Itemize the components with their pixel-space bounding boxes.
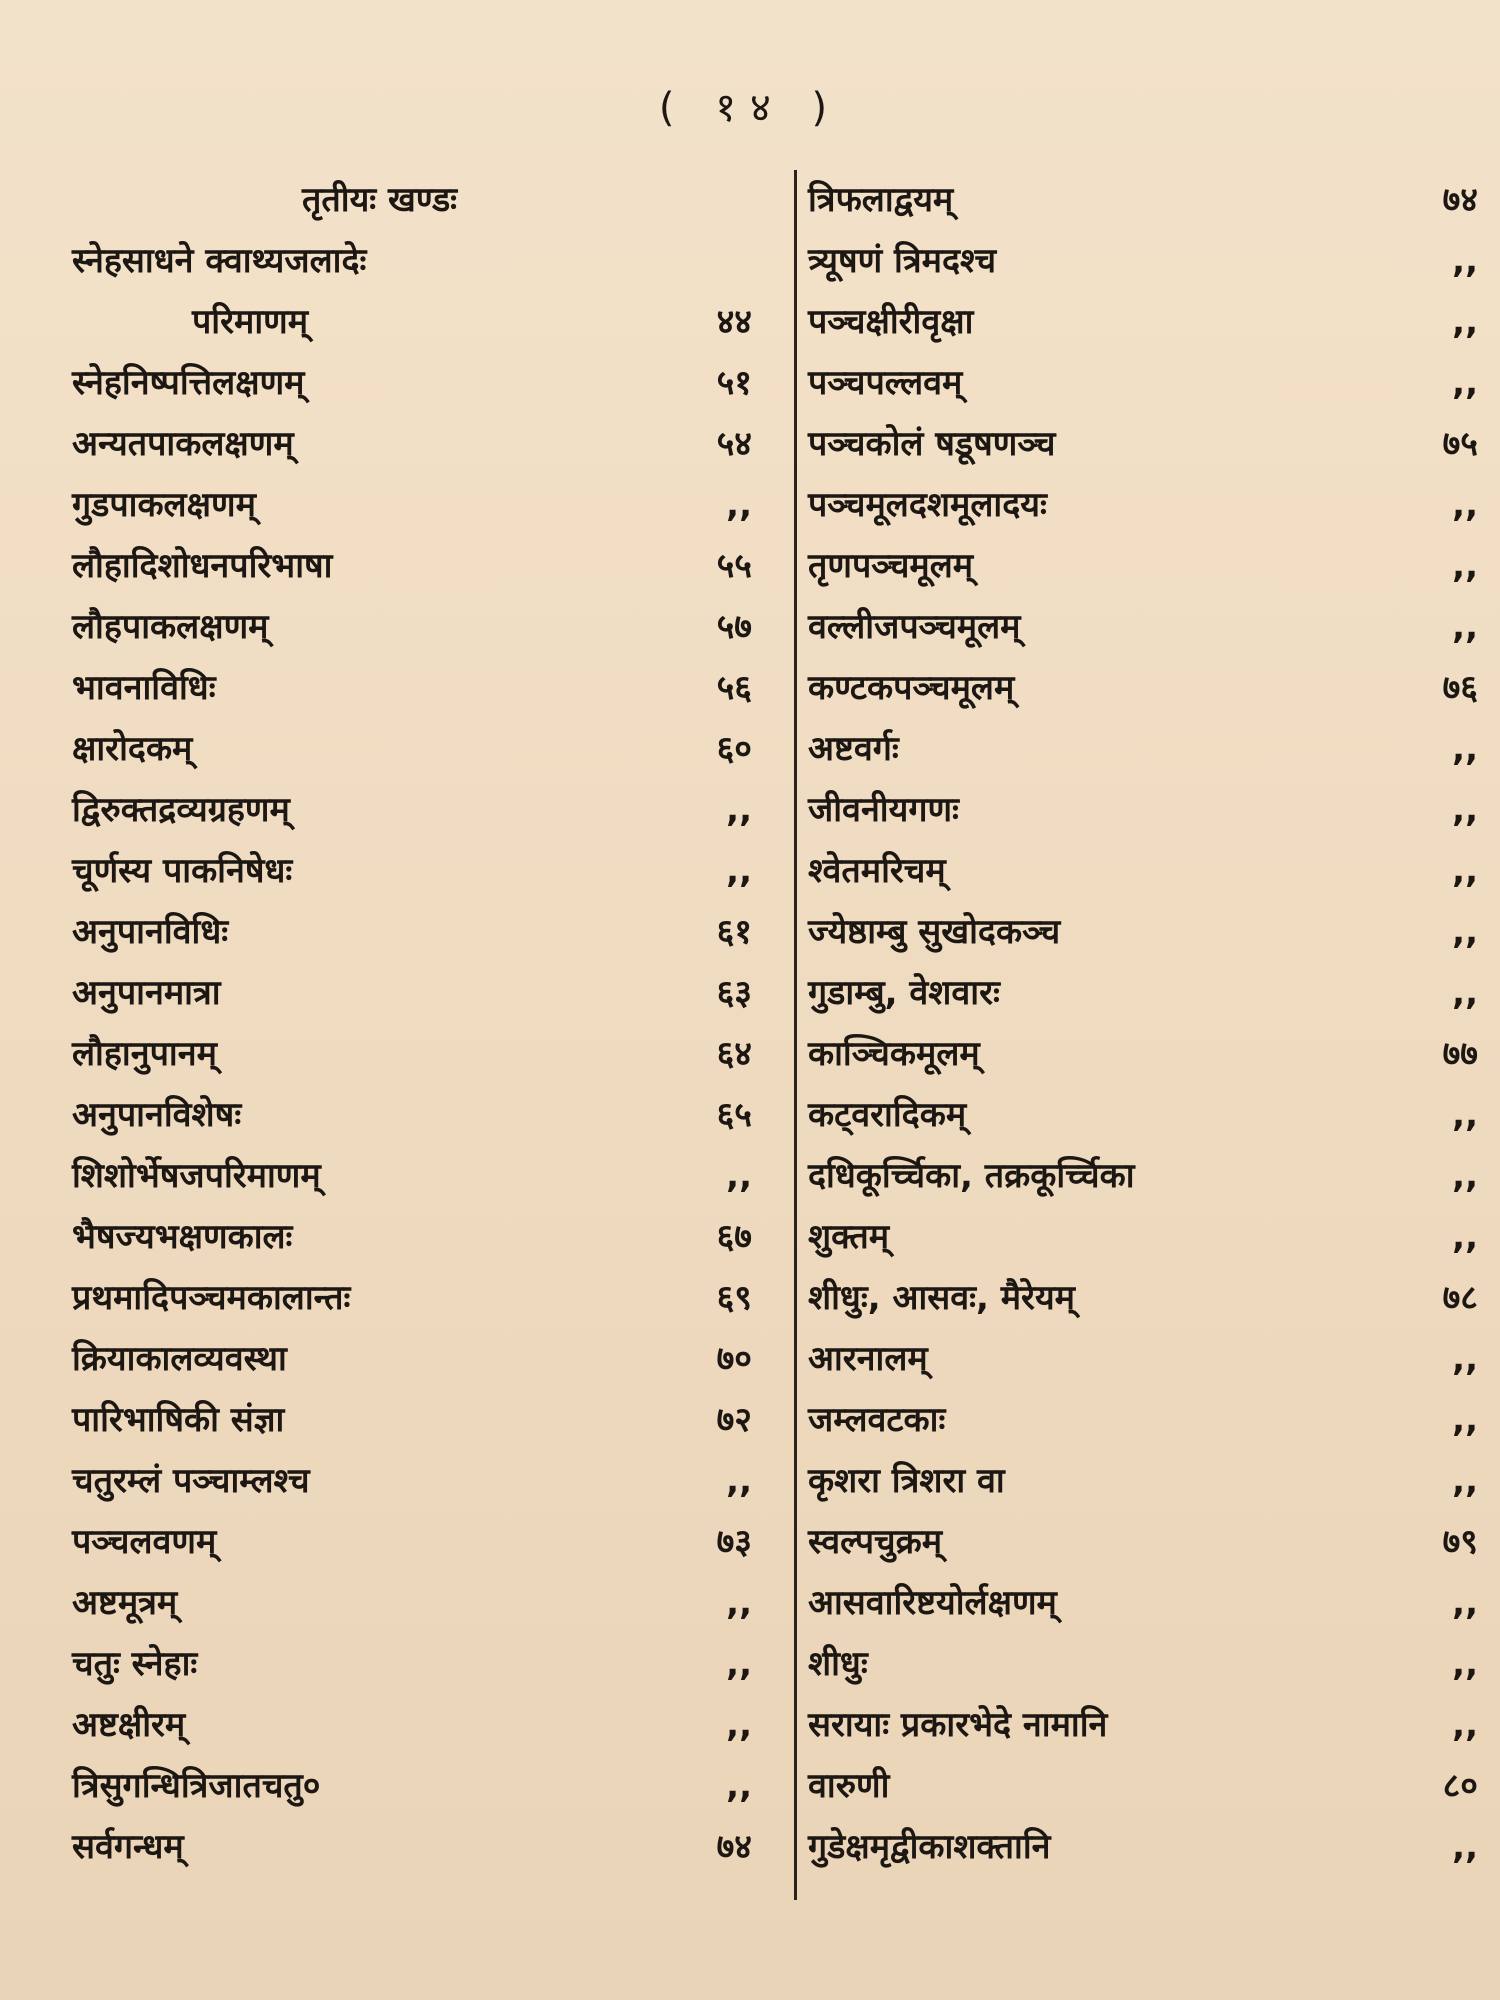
toc-entry-title: पारिभाषिकी संज्ञा — [72, 1400, 285, 1440]
toc-entry-title: लौहादिशोधनपरिभाषा — [72, 546, 333, 586]
toc-entry-title: जीवनीयगणः — [808, 790, 959, 830]
toc-entry — [72, 353, 752, 414]
toc-entry-page: ,, — [1452, 546, 1478, 586]
toc-entry — [72, 292, 752, 353]
toc-entry-title: आरनालम् — [808, 1339, 928, 1379]
toc-entry-page: ,, — [726, 1461, 752, 1501]
toc-entry — [808, 719, 1478, 780]
toc-entry-title: सरायाः प्रकारभेदे नामानि — [808, 1705, 1108, 1745]
toc-entry — [72, 1390, 752, 1451]
toc-entry — [72, 1634, 752, 1695]
toc-entry — [72, 536, 752, 597]
toc-entry-page: ६७ — [716, 1217, 752, 1257]
toc-entry-page: ,, — [726, 1156, 752, 1196]
toc-entry — [72, 1756, 752, 1817]
toc-entry — [808, 292, 1478, 353]
toc-entry-page: ७६ — [1442, 668, 1478, 708]
toc-entry-title: पञ्चक्षीरीवृक्षा — [808, 302, 974, 342]
toc-entry-title: आसवारिष्टयोर्लक्षणम् — [808, 1583, 1057, 1623]
toc-entry — [72, 1085, 752, 1146]
toc-entry — [72, 1573, 752, 1634]
toc-entry-title: पञ्चकोलं षडूषणञ्च — [808, 424, 1056, 464]
toc-entry-title: कण्टकपञ्चमूलम् — [808, 668, 1015, 708]
toc-entry-title: स्वल्पचुक्रम् — [808, 1522, 943, 1562]
toc-entry-title: अनुपानविधिः — [72, 912, 229, 952]
toc-entry-page: ,, — [1452, 912, 1478, 952]
toc-entry-page: ६१ — [716, 912, 752, 952]
toc-entry — [808, 475, 1478, 536]
toc-entry-title: भैषज्यभक्षणकालः — [72, 1217, 293, 1257]
toc-entry-page: ७९ — [1442, 1522, 1478, 1562]
toc-entry-title: पञ्चलवणम् — [72, 1522, 217, 1562]
toc-entry-page: ८० — [1442, 1766, 1478, 1806]
toc-entry-title: काञ्चिकमूलम् — [808, 1034, 980, 1074]
toc-entry-page: ५६ — [716, 668, 752, 708]
toc-entry — [808, 841, 1478, 902]
toc-entry-page: ७४ — [716, 1827, 752, 1867]
toc-entry — [808, 1695, 1478, 1756]
toc-entry — [72, 1329, 752, 1390]
toc-entry-page: ,, — [1452, 851, 1478, 891]
toc-entry-page: ,, — [1452, 790, 1478, 830]
toc-entry-page: ,, — [1452, 1644, 1478, 1684]
toc-entry-title: गुडेक्षमृद्वीकाशक्तानि — [808, 1827, 1051, 1867]
toc-entry-title: लौहपाकलक्षणम् — [72, 607, 269, 647]
toc-entry-title: जम्लवटकाः — [808, 1400, 946, 1440]
toc-entry — [808, 902, 1478, 963]
toc-entry — [808, 353, 1478, 414]
toc-entry-page: ७२ — [716, 1400, 752, 1440]
toc-entry-title: स्नेहसाधने क्वाथ्यजलादेः — [72, 241, 367, 281]
toc-entry — [808, 1207, 1478, 1268]
toc-entry — [808, 1024, 1478, 1085]
toc-entry-title: अष्टमूत्रम् — [72, 1583, 178, 1623]
toc-entry-page: ,, — [1452, 241, 1478, 281]
toc-entry — [72, 841, 752, 902]
toc-entry — [808, 536, 1478, 597]
toc-entry-page: ,, — [1452, 1400, 1478, 1440]
toc-entry — [72, 475, 752, 536]
toc-entry-title: अनुपानविशेषः — [72, 1095, 242, 1135]
toc-entry-title: चतुः स्नेहाः — [72, 1644, 198, 1684]
toc-entry-page: ,, — [726, 485, 752, 525]
toc-entry-title: स्नेहनिष्पत्तिलक्षणम् — [72, 363, 305, 403]
toc-entry — [808, 414, 1478, 475]
toc-entry-page: ,, — [1452, 1156, 1478, 1196]
toc-entry — [72, 658, 752, 719]
toc-entry-page: ७३ — [716, 1522, 752, 1562]
toc-entry-page: ,, — [1452, 1461, 1478, 1501]
toc-entry-title: भावनाविधिः — [72, 668, 216, 708]
toc-entry-page: ,, — [1452, 607, 1478, 647]
toc-entry-page: ,, — [1452, 729, 1478, 769]
toc-entry — [808, 1634, 1478, 1695]
toc-entry — [808, 1085, 1478, 1146]
toc-entry-title: लौहानुपानम् — [72, 1034, 217, 1074]
toc-entry — [72, 1817, 752, 1878]
toc-entry-title: पञ्चपल्लवम् — [808, 363, 963, 403]
toc-entry-page: ७७ — [1442, 1034, 1478, 1074]
toc-entry-title: अनुपानमात्रा — [72, 973, 221, 1013]
toc-entry-page: ,, — [726, 790, 752, 830]
toc-entry-title: शीधुः — [808, 1644, 868, 1684]
toc-entry — [808, 1329, 1478, 1390]
toc-entry — [808, 1512, 1478, 1573]
toc-entry-page: ,, — [726, 851, 752, 891]
toc-entry-page: ५१ — [716, 363, 752, 403]
toc-entry-title: त्र्यूषणं त्रिमदश्च — [808, 241, 997, 281]
toc-entry-title: कट्वरादिकम् — [808, 1095, 967, 1135]
toc-entry-title: तृणपञ्चमूलम् — [808, 546, 974, 586]
toc-entry — [72, 719, 752, 780]
toc-entry-page: ६३ — [716, 973, 752, 1013]
toc-entry-page: ६० — [716, 729, 752, 769]
toc-entry-page: ,, — [1452, 1339, 1478, 1379]
toc-entry-title: पञ्चमूलदशमूलादयः — [808, 485, 1047, 525]
toc-entry-page: ,, — [1452, 1217, 1478, 1257]
toc-entry — [808, 963, 1478, 1024]
toc-entry — [72, 170, 752, 231]
toc-entry-title: अन्यतपाकलक्षणम् — [72, 424, 294, 464]
toc-entry-page: ५४ — [716, 424, 752, 464]
toc-entry-page: ६९ — [716, 1278, 752, 1318]
toc-entry-title: प्रथमादिपञ्चमकालान्तः — [72, 1278, 351, 1318]
toc-entry-title: द्विरुक्तद्रव्यग्रहणम् — [72, 790, 290, 830]
toc-entry-page: ,, — [1452, 302, 1478, 342]
toc-entry-title: शुक्तम् — [808, 1217, 890, 1257]
toc-entry — [72, 1451, 752, 1512]
toc-entry-title: तृतीयः खण्डः — [302, 180, 458, 220]
toc-entry-page: ६५ — [716, 1095, 752, 1135]
toc-entry-title: गुडपाकलक्षणम् — [72, 485, 256, 525]
toc-entry-title: अष्टवर्गः — [808, 729, 899, 769]
toc-entry — [72, 963, 752, 1024]
toc-entry-title: दधिकूर्च्चिका, तक्रकूर्च्चिका — [808, 1156, 1135, 1196]
toc-entry-title: कृशरा त्रिशरा वा — [808, 1461, 1005, 1501]
toc-entry-page: ,, — [1452, 363, 1478, 403]
toc-entry-title: परिमाणम् — [192, 302, 309, 342]
toc-entry-title: शिशोर्भेषजपरिमाणम् — [72, 1156, 321, 1196]
toc-entry-title: क्षारोदकम् — [72, 729, 193, 769]
toc-entry-page: ७५ — [1442, 424, 1478, 464]
toc-entry-title: क्रियाकालव्यवस्था — [72, 1339, 287, 1379]
toc-entry-title: त्रिसुगन्धित्रिजातचतु० — [72, 1766, 321, 1806]
toc-entry-title: वल्लीजपञ्चमूलम् — [808, 607, 1021, 647]
page-number: ( १४ ) — [658, 85, 842, 131]
toc-entry — [808, 597, 1478, 658]
right-column — [808, 170, 1478, 1878]
toc-entry-title: शीधुः, आसवः, मैरेयम् — [808, 1278, 1076, 1318]
toc-entry-page: ७८ — [1442, 1278, 1478, 1318]
toc-entry-page: ,, — [1452, 973, 1478, 1013]
toc-entry — [808, 1146, 1478, 1207]
toc-entry-title: सर्वगन्धम् — [72, 1827, 184, 1867]
toc-entry-title: चतुरम्लं पञ्चाम्लश्च — [72, 1461, 310, 1501]
toc-entry — [72, 597, 752, 658]
toc-entry-page: ,, — [726, 1644, 752, 1684]
toc-entry-page: ,, — [1452, 1583, 1478, 1623]
toc-entry-page: ,, — [1452, 1095, 1478, 1135]
toc-entry — [72, 1695, 752, 1756]
toc-entry-title: श्वेतमरिचम् — [808, 851, 946, 891]
toc-entry-title: अष्टक्षीरम् — [72, 1705, 186, 1745]
toc-entry — [72, 1207, 752, 1268]
toc-entry — [72, 1024, 752, 1085]
toc-entry — [808, 780, 1478, 841]
toc-entry — [808, 231, 1478, 292]
toc-entry — [72, 1268, 752, 1329]
toc-entry — [808, 1451, 1478, 1512]
toc-entry-page: ४४ — [716, 302, 752, 342]
left-column — [72, 170, 752, 1878]
toc-entry — [808, 658, 1478, 719]
toc-entry-page: ,, — [726, 1705, 752, 1745]
toc-entry — [808, 1756, 1478, 1817]
toc-entry — [808, 1268, 1478, 1329]
toc-entry — [808, 1573, 1478, 1634]
toc-entry — [72, 780, 752, 841]
toc-entry-page: ६४ — [716, 1034, 752, 1074]
toc-entry — [72, 902, 752, 963]
toc-entry-title: वारुणी — [808, 1766, 890, 1806]
toc-entry — [72, 1512, 752, 1573]
toc-entry-page: ,, — [1452, 1827, 1478, 1867]
toc-entry-title: त्रिफलाद्वयम् — [808, 180, 954, 220]
toc-entry-title: ज्येष्ठाम्बु सुखोदकञ्च — [808, 912, 1061, 952]
toc-entry-page: ,, — [1452, 485, 1478, 525]
toc-entry-page: ,, — [726, 1766, 752, 1806]
toc-entry — [808, 1817, 1478, 1878]
toc-entry-page: ७० — [716, 1339, 752, 1379]
toc-entry-page: ५७ — [716, 607, 752, 647]
toc-entry-page: ,, — [1452, 1705, 1478, 1745]
toc-entry — [72, 1146, 752, 1207]
toc-entry-title: गुडाम्बु, वेशवारः — [808, 973, 1000, 1013]
toc-entry-page: ५५ — [716, 546, 752, 586]
toc-entry-page: ,, — [726, 1583, 752, 1623]
toc-entry-title: चूर्णस्य पाकनिषेधः — [72, 851, 293, 891]
toc-entry-page: ७४ — [1442, 180, 1478, 220]
column-divider — [794, 170, 797, 1900]
toc-entry — [72, 231, 752, 292]
toc-entry — [72, 414, 752, 475]
toc-entry — [808, 1390, 1478, 1451]
toc-entry — [808, 170, 1478, 231]
